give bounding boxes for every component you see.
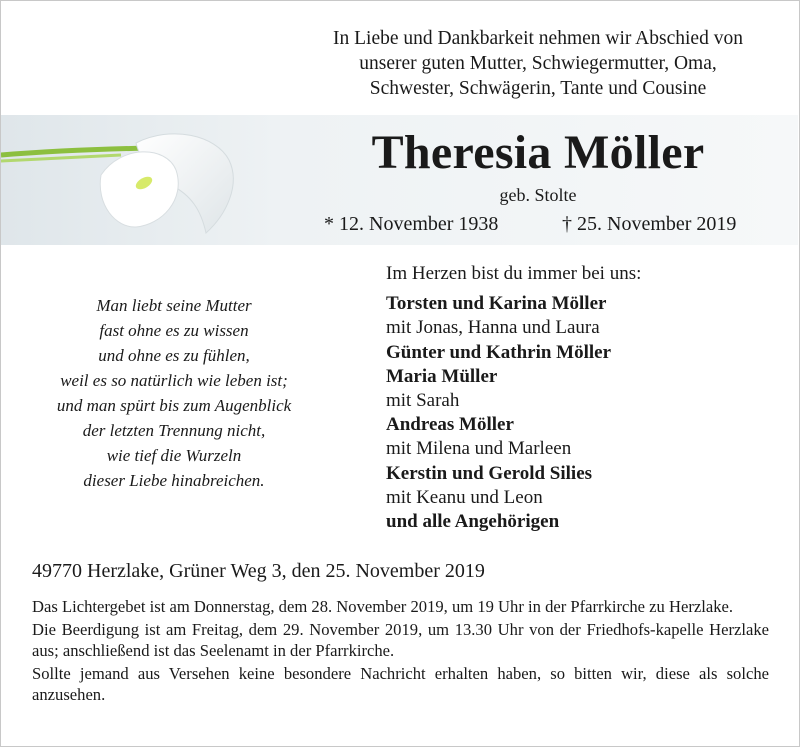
poem-line: fast ohne es zu wissen	[99, 321, 249, 340]
poem-line: Man liebt seine Mutter	[96, 296, 252, 315]
poem-line: weil es so natürlich wie leben ist;	[60, 371, 288, 390]
intro-line: In Liebe und Dankbarkeit nehmen wir Abschied von	[333, 28, 743, 49]
intro-line: unserer guten Mutter, Schwiegermutter, Oma,	[359, 53, 717, 74]
poem-line: der letzten Trennung nicht,	[82, 421, 266, 440]
poem-line: dieser Liebe hinabreichen.	[83, 471, 265, 490]
funeral-notes	[32, 596, 769, 707]
death-date: † 25. November 2019	[562, 213, 737, 235]
maiden-name: geb. Stolte	[499, 185, 577, 205]
intro-text	[300, 26, 776, 101]
birth-date: * 12. November 1938	[324, 213, 499, 235]
note-paragraph: Sollte jemand aus Versehen keine besondere Nachricht erhalten haben, so bitten wir, diese als solche anzusehen.	[32, 664, 769, 704]
poem-line: und ohne es zu fühlen,	[98, 346, 250, 365]
note-paragraph: Die Beerdigung ist am Freitag, dem 29. November 2019, um 13.30 Uhr von der Friedhofs-kapelle Herzlake aus; anschließend ist das Seelenamt in der Pfarrkirche.	[32, 620, 769, 660]
poem	[18, 293, 330, 493]
family-member: mit Jonas, Hanna und Laura	[386, 317, 600, 339]
poem-line: und man spürt bis zum Augenblick	[56, 396, 292, 415]
deceased-name: Theresia Möller	[371, 126, 705, 179]
family-member: Maria Müller	[386, 365, 498, 387]
family-list	[386, 262, 786, 534]
address-line: 49770 Herzlake, Grüner Weg 3, den 25. November 2019	[32, 560, 485, 582]
calla-lily-icon	[1, 115, 301, 245]
family-member: Torsten und Karina Möller	[386, 293, 607, 315]
intro-line: Schwester, Schwägerin, Tante und Cousine	[369, 78, 707, 99]
family-member: Andreas Möller	[386, 414, 514, 436]
family-member: Kerstin und Gerold Silies	[386, 462, 593, 484]
note-paragraph: Das Lichtergebet ist am Donnerstag, dem 28. November 2019, um 19 Uhr in der Pfarrkirche zu Herzlake.	[32, 597, 734, 616]
family-member: mit Milena und Marleen	[386, 438, 572, 460]
family-member: Günter und Kathrin Möller	[386, 341, 612, 363]
family-member: mit Keanu und Leon	[386, 486, 543, 508]
family-member: und alle Angehörigen	[386, 511, 560, 533]
family-heading: Im Herzen bist du immer bei uns:	[386, 263, 642, 284]
poem-line: wie tief die Wurzeln	[106, 446, 242, 465]
family-member: mit Sarah	[386, 390, 460, 412]
